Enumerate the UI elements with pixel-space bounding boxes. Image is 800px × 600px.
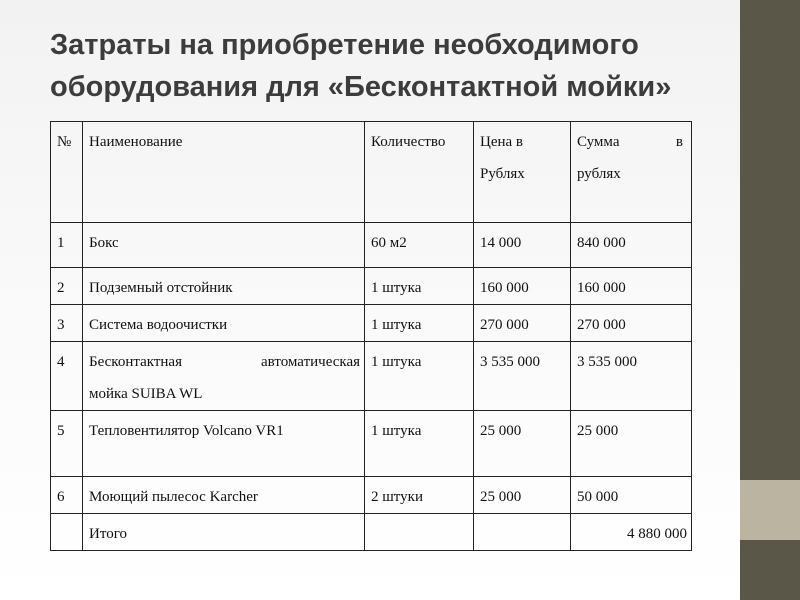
cell-name-line2: мойка SUIBA WL bbox=[89, 386, 203, 402]
cell-num: 5 bbox=[51, 411, 83, 477]
side-decoration-accent bbox=[740, 480, 800, 540]
cell-sum: 840 000 bbox=[571, 223, 692, 268]
table-row bbox=[51, 411, 692, 477]
cell-name: Бокс bbox=[83, 223, 365, 268]
cell-sum: 3 535 000 bbox=[571, 342, 692, 411]
table-row bbox=[51, 223, 692, 268]
header-num: № bbox=[51, 122, 83, 223]
header-sum-line1 bbox=[577, 126, 687, 158]
header-sum-word2: в bbox=[675, 134, 683, 150]
cell-name: Система водоочистки bbox=[83, 305, 365, 342]
cell-qty-empty bbox=[365, 514, 474, 551]
cell-name: Подземный отстойник bbox=[83, 268, 365, 305]
cell-num: 4 bbox=[51, 342, 83, 411]
cell-sum: 160 000 bbox=[571, 268, 692, 305]
table-row bbox=[51, 268, 692, 305]
cell-price-empty bbox=[474, 514, 571, 551]
equipment-cost-table bbox=[50, 121, 692, 551]
cell-qty: 1 штука bbox=[365, 342, 474, 411]
slide-title-line1: Затраты на приобретение необходимого bbox=[50, 29, 639, 61]
header-sum-word1: Сумма bbox=[577, 134, 620, 150]
cell-price: 3 535 000 bbox=[474, 342, 571, 411]
cell-num-empty bbox=[51, 514, 83, 551]
cell-price: 14 000 bbox=[474, 223, 571, 268]
cell-num: 3 bbox=[51, 305, 83, 342]
cell-qty: 60 м2 bbox=[365, 223, 474, 268]
cell-qty: 2 штуки bbox=[365, 477, 474, 514]
table-total-row bbox=[51, 514, 692, 551]
cell-name-line1: Бесконтактная автоматическая bbox=[89, 354, 360, 370]
total-label: Итого bbox=[83, 514, 365, 551]
header-name: Наименование bbox=[83, 122, 365, 223]
header-price bbox=[474, 122, 571, 223]
table-row bbox=[51, 477, 692, 514]
table-row bbox=[51, 305, 692, 342]
cell-price: 160 000 bbox=[474, 268, 571, 305]
table-row bbox=[51, 342, 692, 411]
header-qty: Количество bbox=[365, 122, 474, 223]
cell-name: Тепловентилятор Volcano VR1 bbox=[83, 411, 365, 477]
total-sum: 4 880 000 bbox=[571, 514, 692, 551]
cell-sum: 270 000 bbox=[571, 305, 692, 342]
cell-price: 25 000 bbox=[474, 411, 571, 477]
table-header-row bbox=[51, 122, 692, 223]
slide-title-line2: оборудования для «Бесконтактной мойки» bbox=[50, 71, 672, 103]
cell-num: 6 bbox=[51, 477, 83, 514]
cell-qty: 1 штука bbox=[365, 411, 474, 477]
cell-num: 1 bbox=[51, 223, 83, 268]
cell-price: 25 000 bbox=[474, 477, 571, 514]
cell-price: 270 000 bbox=[474, 305, 571, 342]
cell-num: 2 bbox=[51, 268, 83, 305]
cell-qty: 1 штука bbox=[365, 268, 474, 305]
header-price-line1: Цена в bbox=[480, 134, 524, 150]
cell-name: Моющий пылесос Karcher bbox=[83, 477, 365, 514]
header-sum-line2: рублях bbox=[577, 166, 621, 182]
cell-sum: 50 000 bbox=[571, 477, 692, 514]
header-sum bbox=[571, 122, 692, 223]
cell-name bbox=[83, 342, 365, 411]
slide-title bbox=[50, 24, 730, 108]
header-price-line2: Рублях bbox=[480, 166, 525, 182]
cell-qty: 1 штука bbox=[365, 305, 474, 342]
cell-sum: 25 000 bbox=[571, 411, 692, 477]
